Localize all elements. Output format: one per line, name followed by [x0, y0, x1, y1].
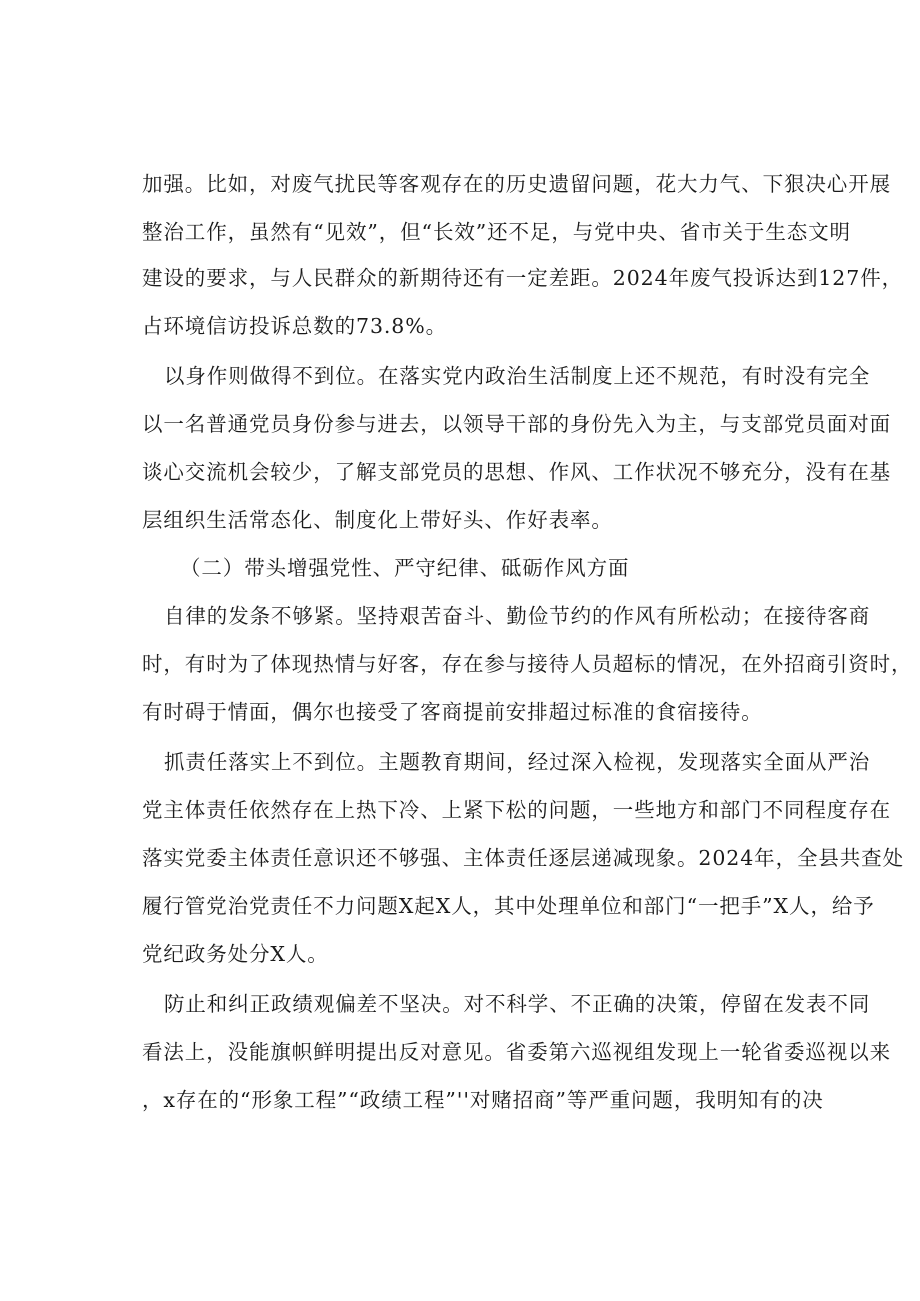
body-text-line: 党主体责任依然存在上热下冷、上紧下松的问题，一些地方和部门不同程度存在: [142, 798, 891, 822]
body-text-line: 以一名普通党员身份参与进去，以领导干部的身份先入为主，与支部党员面对面: [142, 412, 891, 436]
paragraph-lead-line: 抓责任落实上不到位。主题教育期间，经过深入检视，发现落实全面从严治: [164, 750, 871, 774]
body-text-line: 有时碍于情面，偶尔也接受了客商提前安排超过标准的食宿接待。: [142, 700, 763, 724]
body-text-line: 层组织生活常态化、制度化上带好头、作好表率。: [142, 508, 613, 532]
paragraph-lead-line: 以身作则做得不到位。在落实党内政治生活制度上还不规范，有时没有完全: [164, 364, 871, 388]
body-text-line: 看法上，没能旗帜鲜明提出反对意见。省委第六巡视组发现上一轮省委巡视以来: [142, 1040, 891, 1064]
paragraph-lead-line: 自律的发条不够紧。坚持艰苦奋斗、勤俭节约的作风有所松动；在接待客商: [164, 604, 871, 628]
body-text-line: 加强。比如，对废气扰民等客观存在的历史遗留问题，花大力气、下狠决心开展: [142, 172, 891, 196]
body-text-line: 党纪政务处分X人。: [142, 942, 329, 966]
body-text-line: 时，有时为了体现热情与好客，存在参与接待人员超标的情况，在外招商引资时，: [142, 652, 913, 676]
body-text-line: 谈心交流机会较少，了解支部党员的思想、作风、工作状况不够充分，没有在基: [142, 460, 891, 484]
section-heading: （二）带头增强党性、严守纪律、砥砺作风方面: [180, 556, 630, 580]
body-text-line: ，x存在的“形象工程”“政绩工程”''对赌招商”等严重问题，我明知有的决: [142, 1088, 824, 1112]
paragraph-lead-line: 防止和纠正政绩观偏差不坚决。对不科学、不正确的决策，停留在发表不同: [164, 992, 871, 1016]
body-text-line: 落实党委主体责任意识还不够强、主体责任逐层递减现象。2024年，全县共查处: [142, 846, 904, 870]
body-text-line: 占环境信访投诉总数的73.8%。: [142, 314, 448, 338]
body-text-line: 履行管党治党责任不力问题X起X人，其中处理单位和部门“一把手”X人，给予: [142, 894, 875, 918]
body-text-line: 建设的要求，与人民群众的新期待还有一定差距。2024年废气投诉达到127件，: [142, 266, 903, 290]
body-text-line: 整治工作，虽然有“见效”，但“长效”还不足，与党中央、省市关于生态文明: [142, 220, 851, 244]
